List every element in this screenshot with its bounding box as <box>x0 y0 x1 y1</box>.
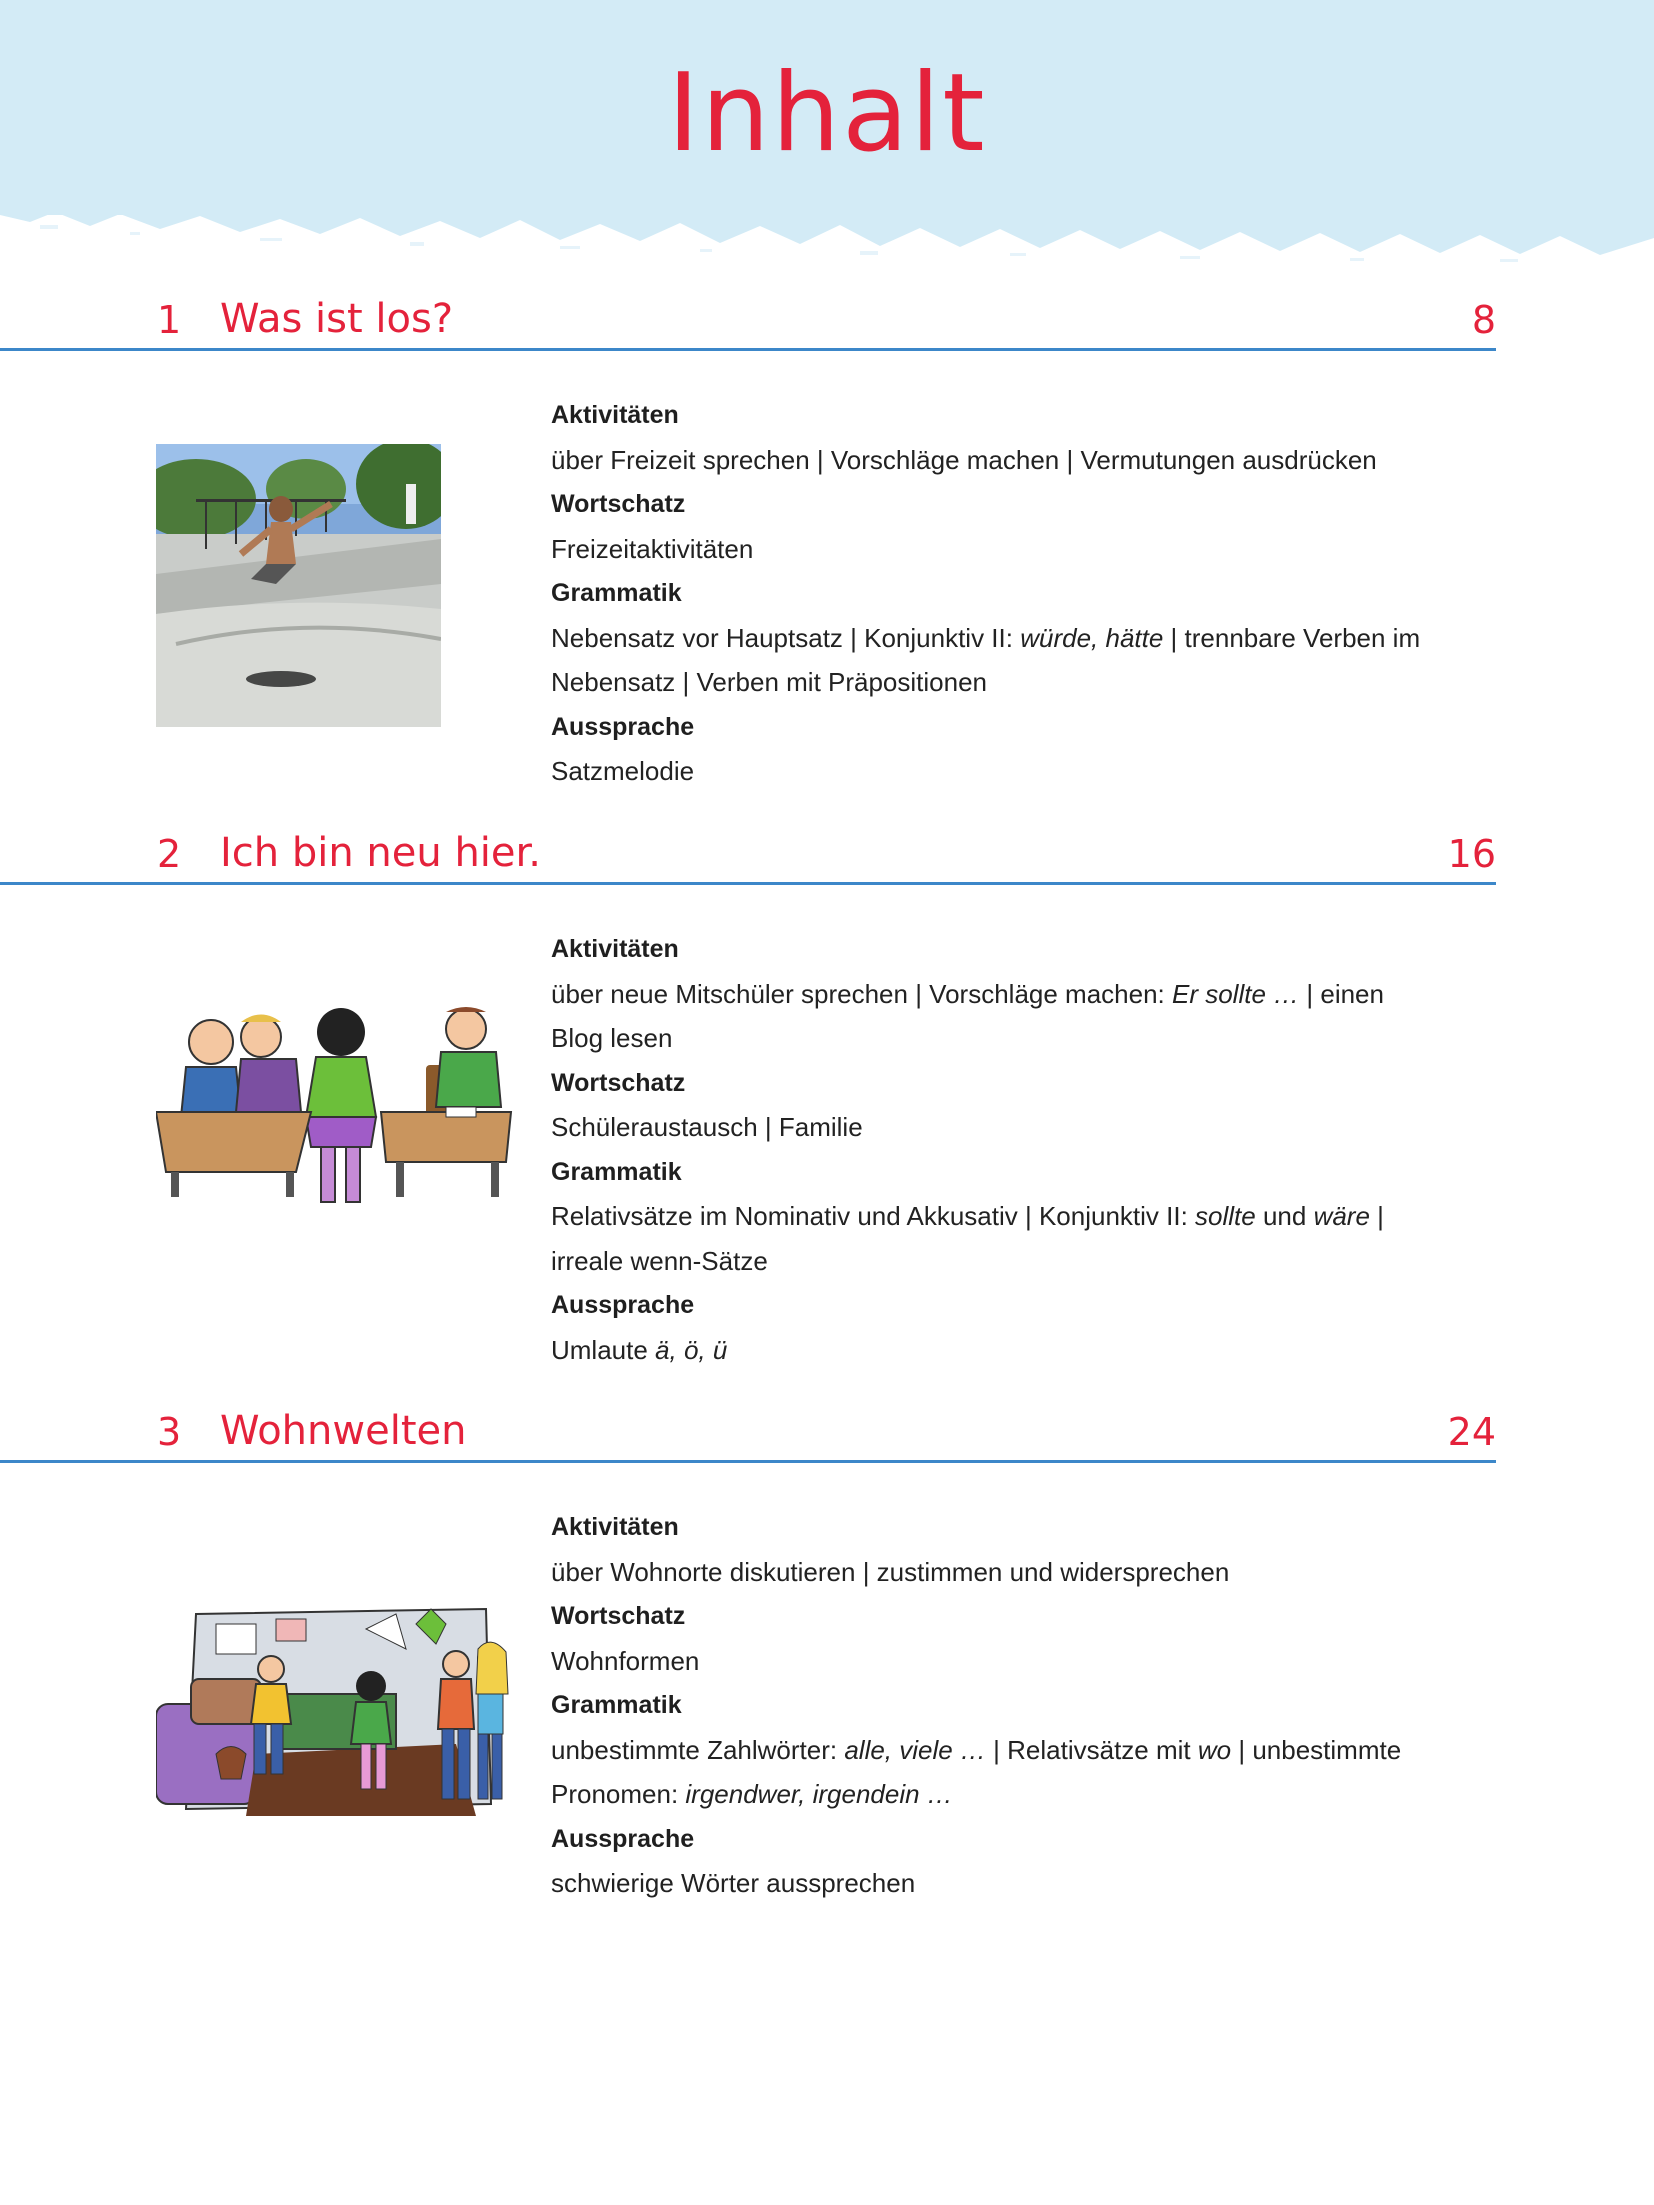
chapter-content <box>551 927 1496 1372</box>
chapter-page-number[interactable]: 24 <box>1447 1410 1496 1454</box>
section-heading-wortschatz: Wortschatz <box>551 490 686 518</box>
section-heading-aktivitaeten: Aktivitäten <box>551 401 679 429</box>
section-text-grammatik: Nebensatz vor Hauptsatz | Konjunktiv II: würde, hätte | trennbare Verben im Nebensatz | Verben mit Präpositionen <box>551 622 1421 697</box>
section-text-aktivitaeten: über neue Mitschüler sprechen | Vorschläge machen: Er sollte … | einen Blog lesen <box>551 978 1384 1053</box>
chapter-content <box>551 1505 1496 1906</box>
chapter-content <box>551 393 1496 794</box>
chapter-heading <box>0 832 1496 885</box>
section-heading-aussprache: Aussprache <box>551 1824 695 1853</box>
section-text-aussprache: Satzmelodie <box>551 756 695 786</box>
page-title: Inhalt <box>667 51 987 176</box>
chapter-number: 3 <box>157 1410 182 1454</box>
skateboarder-photo <box>156 444 441 727</box>
chapter-page-number[interactable]: 16 <box>1447 832 1496 876</box>
section-heading-wortschatz: Wortschatz <box>551 1602 686 1630</box>
section-text-grammatik: unbestimmte Zahlwörter: alle, viele … | Relativsätze mit wo | unbestimmte Pronomen: irgendwer, irgendein … <box>551 1734 1402 1809</box>
chapter-title[interactable]: Ich bin neu hier. <box>220 830 542 876</box>
section-heading-aussprache: Aussprache <box>551 1291 695 1319</box>
section-text-aktivitaeten: über Wohnorte diskutieren | zustimmen und widersprechen <box>551 1556 1230 1587</box>
chapter-title[interactable]: Wohnwelten <box>220 1408 467 1454</box>
chapter-number: 1 <box>157 298 182 342</box>
chapter-number: 2 <box>157 832 182 876</box>
section-text-wortschatz: Schüleraustausch | Familie <box>551 1112 863 1142</box>
section-heading-grammatik: Grammatik <box>551 1157 682 1186</box>
section-text-aussprache: schwierige Wörter aussprechen <box>551 1868 916 1898</box>
section-text-aussprache: Umlaute ä, ö, ü <box>551 1334 728 1365</box>
chapter-title[interactable]: Was ist los? <box>220 296 454 342</box>
section-heading-grammatik: Grammatik <box>551 579 682 607</box>
section-heading-wortschatz: Wortschatz <box>551 1068 686 1097</box>
section-text-grammatik: Relativsätze im Nominativ und Akkusativ | Konjunktiv II: sollte und wäre | irreale wenn-Sätze <box>551 1201 1384 1276</box>
chapter-heading <box>0 298 1496 351</box>
section-text-wortschatz: Wohnformen <box>551 1645 700 1676</box>
section-heading-aussprache: Aussprache <box>551 712 695 741</box>
section-heading-aktivitaeten: Aktivitäten <box>551 1513 679 1541</box>
living-room-cartoon <box>156 1604 519 1816</box>
section-heading-aktivitaeten: Aktivitäten <box>551 935 679 963</box>
classroom-cartoon <box>156 997 516 1212</box>
section-heading-grammatik: Grammatik <box>551 1691 682 1719</box>
section-text-aktivitaeten: über Freizeit sprechen | Vorschläge machen | Vermutungen ausdrücken <box>551 444 1377 475</box>
chapter-page-number[interactable]: 8 <box>1471 298 1496 342</box>
chapter-heading <box>0 1410 1496 1463</box>
section-text-wortschatz: Freizeitaktivitäten <box>551 533 754 564</box>
